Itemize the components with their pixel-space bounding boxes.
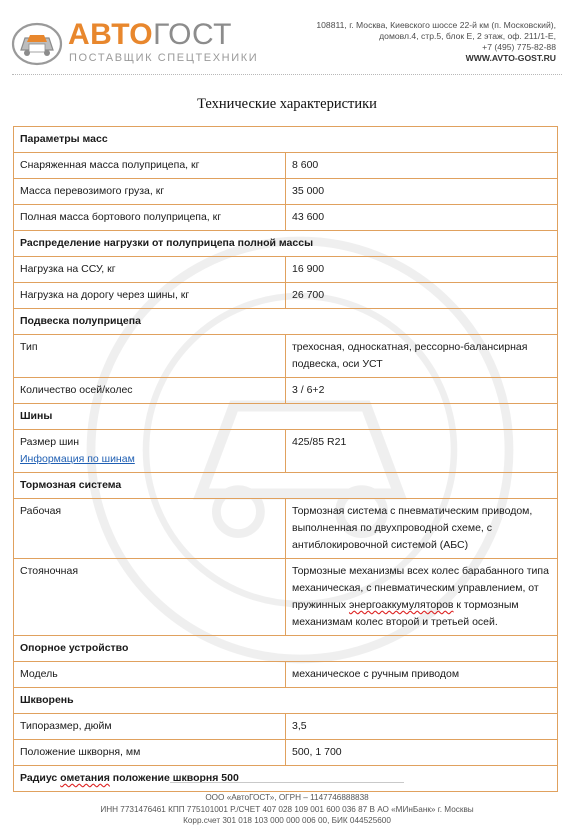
row-value (286, 559, 558, 636)
address-line-1: 108811, г. Москва, Киевского шоссе 22-й км (п. Московский), (316, 20, 556, 30)
value-part: Тормозные механизмы всех колес барабанного типа механическая, с пневматическим управлением, от пружинных (292, 565, 549, 611)
brand-name (68, 19, 232, 51)
table-row (14, 335, 558, 378)
row-value: 425/85 R21 (286, 430, 558, 473)
table-row (14, 179, 558, 205)
spellcheck-word: ометания (60, 772, 110, 784)
table-row (14, 662, 558, 688)
row-label: Полная масса бортового полуприцепа, кг (14, 205, 286, 231)
row-label: Рабочая (14, 499, 286, 559)
spec-table (13, 126, 558, 792)
table-row (14, 714, 558, 740)
row-label-cell (14, 430, 286, 473)
row-label: Масса перевозимого груза, кг (14, 179, 286, 205)
row-value: 500, 1 700 (286, 740, 558, 766)
phone-number: +7 (495) 775-82-88 (482, 42, 556, 52)
brand-primary: АВТО (68, 18, 154, 51)
page-header (0, 0, 574, 76)
row-value: Тормозная система с пневматическим приводом, выполненная по двухпроводной схеме, с антиблокировочной системой (АБС) (286, 499, 558, 559)
row-value: 26 700 (286, 283, 558, 309)
tire-info-link[interactable]: Информация по шинам (20, 453, 135, 465)
row-label: Количество осей/колес (14, 378, 286, 404)
row-label: Снаряженная масса полуприцепа, кг (14, 153, 286, 179)
row-value: 3,5 (286, 714, 558, 740)
car-shield-logo-icon (11, 20, 63, 66)
footer-corr-account: Корр.счет 301 018 103 000 000 006 00, БИК 044525600 (183, 816, 391, 825)
section-header: Подвеска полуприцепа (14, 309, 558, 335)
table-row (14, 283, 558, 309)
section-header: Шкворень (14, 688, 558, 714)
section-header: Опорное устройство (14, 636, 558, 662)
brand-tagline: ПОСТАВЩИК СПЕЦТЕХНИКИ (69, 52, 259, 64)
spellcheck-word: энергоаккумуляторов (348, 599, 454, 611)
row-label: Модель (14, 662, 286, 688)
section-part: положение шкворня 500 (109, 772, 239, 784)
table-row (14, 740, 558, 766)
table-row (14, 205, 558, 231)
value-part: к тормозным механизмам колес второй и третьей осей. (292, 599, 519, 628)
table-row (14, 559, 558, 636)
section-header (14, 766, 558, 792)
section-header: Шины (14, 404, 558, 430)
page-title: Технические характеристики (197, 96, 377, 112)
contact-block (276, 20, 556, 64)
row-value: 3 / 6+2 (286, 378, 558, 404)
row-value: 16 900 (286, 257, 558, 283)
section-header: Параметры масс (14, 127, 558, 153)
row-label: Нагрузка на дорогу через шины, кг (14, 283, 286, 309)
table-row (14, 499, 558, 559)
header-divider (12, 74, 562, 75)
row-label: Нагрузка на ССУ, кг (14, 257, 286, 283)
row-label: Тип (14, 335, 286, 378)
table-row (14, 257, 558, 283)
row-value: 8 600 (286, 153, 558, 179)
address-line-2: домовл.4, стр.5, блок Е, 2 этаж, оф. 211/1-Е, (379, 31, 556, 41)
row-label: Типоразмер, дюйм (14, 714, 286, 740)
row-value: механическое с ручным приводом (286, 662, 558, 688)
row-label: Размер шин (20, 436, 80, 448)
page-footer (0, 792, 574, 827)
table-row (14, 430, 558, 473)
table-row (14, 378, 558, 404)
section-part: Радиус (20, 772, 61, 784)
footer-bank-details: ИНН 7731476461 КПП 775101001 Р./СЧЕТ 407 028 109 001 600 036 87 В АО «МИнБанк» г. Москвы (100, 804, 474, 814)
table-row (14, 153, 558, 179)
footer-divider (170, 782, 404, 783)
footer-company: ООО «АвтоГОСТ», ОГРН – 1147746888838 (205, 793, 369, 802)
row-label: Положение шкворня, мм (14, 740, 286, 766)
row-value: 35 000 (286, 179, 558, 205)
row-value: трехосная, односкатная, рессорно-балансирная подвеска, оси УСТ (286, 335, 558, 378)
section-header: Распределение нагрузки от полуприцепа полной массы (14, 231, 558, 257)
section-header: Тормозная система (14, 473, 558, 499)
brand-secondary: ГОСТ (153, 18, 232, 51)
row-label: Стояночная (14, 559, 286, 636)
row-value: 43 600 (286, 205, 558, 231)
website-link[interactable]: WWW.AVTO-GOST.RU (465, 53, 556, 63)
